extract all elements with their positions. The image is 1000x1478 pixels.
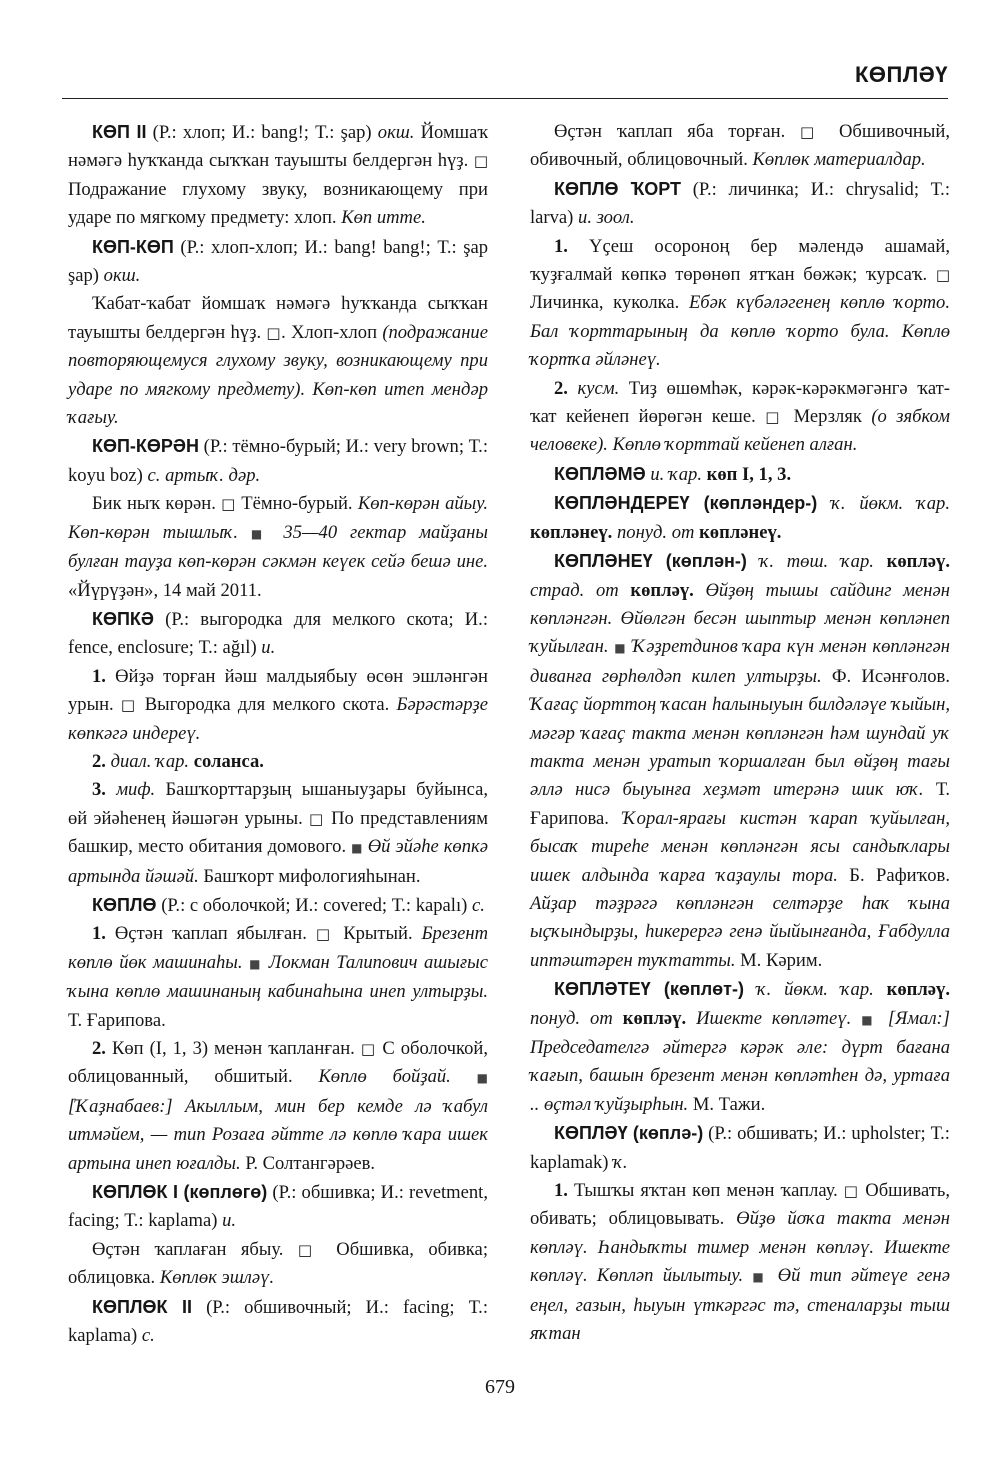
translation-marker-icon: □ — [221, 495, 236, 514]
sense-number: 1. — [554, 235, 568, 257]
entry-text: Крытый. — [334, 923, 422, 945]
headword: КӨПЛӨК I (көплөгө) — [92, 1182, 268, 1203]
grammar-label: с. артыҡ. дәр. — [147, 464, 261, 486]
entry-text: Көп (I, 1, 3) менән ҡапланған. — [105, 1038, 361, 1059]
entry-text: (Р.: выгородка для мелкого скота; И.: fence, enclosure; Т.: ağıl) — [68, 608, 488, 659]
entry-text: Тёмно-бурый. — [236, 493, 358, 515]
cross-reference: соланса. — [193, 750, 264, 772]
grammar-label: окш. — [103, 265, 141, 287]
entry-text: . Хлоп-хлоп — [281, 321, 383, 343]
sense-number: 2. — [92, 750, 106, 772]
grammar-label: кусм. — [577, 377, 620, 399]
grammar-label: с. — [141, 1325, 155, 1347]
translation-marker-icon: □ — [315, 925, 335, 944]
example-text: Брезент көплө йөк машинаһы. — [68, 923, 488, 973]
entry-text: (Р.: с оболочкой; И.: covered; Т.: kapalı) — [156, 894, 472, 916]
headword: КӨПЛӨ ҠОРТ — [554, 178, 682, 199]
dictionary-entry — [68, 891, 488, 920]
grammar-label: и. — [222, 1210, 237, 1232]
entry-text: Ф. Исәнғолов. — [821, 665, 950, 687]
dictionary-entry — [530, 489, 950, 547]
entry-text: Бик ныҡ көрән. — [92, 493, 222, 515]
dictionary-entry — [68, 1178, 488, 1236]
headword: КӨПЛӘНЕҮ (көплән-) — [554, 551, 747, 572]
entry-text: С оболочкой, облицованный, обшитый. — [68, 1038, 488, 1088]
entry-text — [619, 580, 631, 601]
entry-text: Обшивка, обивка; облицовка. — [68, 1238, 488, 1289]
entry-text: (Р.: хлоп-хлоп; И.: bang! bang!; Т.: şap şap) — [68, 236, 488, 287]
cross-reference: көпләү. — [886, 551, 950, 573]
entry-text: «Йүрүҙән», 14 май 2011. — [68, 579, 262, 601]
example-text: Көплөк материалдар. — [752, 149, 926, 171]
dictionary-entry — [530, 233, 950, 375]
citation-marker-icon: ■ — [250, 526, 271, 541]
entry-text — [817, 493, 831, 514]
citation-marker-icon: ■ — [614, 641, 627, 656]
headword: КӨПЛӘҮ (көплә-) — [554, 1123, 704, 1144]
citation-marker-icon: ■ — [752, 1270, 769, 1285]
headword: КӨПКӘ — [92, 608, 154, 629]
sense-number: 1. — [92, 923, 106, 945]
entry-text: Өҫтән ҡаплап ябылған. — [105, 923, 316, 945]
sense-number: 3. — [92, 779, 106, 801]
grammar-label: понуд. от — [616, 521, 695, 543]
dictionary-entry — [68, 605, 488, 663]
grammar-label: ҡ. — [613, 1151, 628, 1173]
dictionary-entry — [68, 1293, 488, 1351]
entry-text: Йомшаҡ нәмәгә һуҡҡанда сыҡҡан тауышты белдергән һүҙ. — [68, 122, 488, 172]
grammar-label: ҡ. төш. ҡар. — [759, 551, 874, 573]
entry-text: Өҫтән ҡаплап яба торған. — [554, 121, 800, 142]
dictionary-entry — [530, 460, 950, 489]
entry-text — [106, 779, 116, 800]
example-text: Ебәк күбәләгенең көплө ҡорто. Бал ҡорттарының да көплө ҡорто була. Көплө ҡортҡа әйләнеү. — [530, 292, 951, 371]
cross-reference: көп I, 1, 3. — [706, 463, 792, 485]
entry-text: Обшивать, обивать; облицовывать. — [530, 1180, 950, 1230]
page-number: 679 — [485, 1376, 515, 1398]
translation-marker-icon: □ — [473, 152, 488, 171]
dictionary-entry — [530, 975, 950, 1119]
entry-text: М. Кәрим. — [735, 949, 823, 971]
entry-text: Тышҡы яҡтан көп менән ҡаплау. — [567, 1180, 844, 1202]
entry-text: Ҡабат-ҡабат йомшаҡ нәмәгә һуҡҡанда сыҡҡан тауышты белдергән һүҙ. — [68, 293, 488, 343]
grammar-label: ҡ. йөкм. ҡар. — [756, 979, 874, 1001]
sense-number: 1. — [92, 665, 106, 687]
translation-marker-icon: □ — [297, 1240, 322, 1259]
header-rule — [62, 98, 948, 99]
example-text: Өйҙө йоҡа такта менән көпләү. Һандыҡты тимер менән көпләү. Ишекте көпләү. Көпләп йылытыу. — [530, 1208, 950, 1287]
headword: КӨПЛӘНДЕРЕҮ (көпләндер-) — [554, 493, 818, 514]
example-text: Көп итте. — [341, 207, 426, 229]
grammar-label: окш. — [377, 122, 415, 143]
headword: КӨПЛӨ — [92, 894, 157, 915]
entry-text: Өйҙә торған йәш малдыябыу өсөн эшләнгән урын. — [68, 665, 488, 716]
example-text: [Ҡаҙнабаев:] Акыллым, мин бер кемде лә ҡабул итмәйем, — тип Розаға әйтте лә көплө ҡара ишек артына инеп юғалды. — [68, 1095, 488, 1174]
dictionary-entry — [530, 1177, 950, 1348]
example-text: Көплөк эшләү. — [159, 1267, 275, 1289]
entry-text: (Р.: обшивочный; И.: facing; Т.: kaplama) — [68, 1296, 488, 1347]
dictionary-entry — [530, 175, 950, 233]
translation-marker-icon: □ — [799, 123, 825, 141]
example-text: Локман Талипович ашығыс ҡына көплө машинаның кабинаһына инеп ултырҙы. — [68, 951, 488, 1003]
entry-text — [694, 580, 706, 601]
dictionary-entry — [68, 432, 488, 490]
cross-reference: көпләнеү. — [699, 521, 782, 543]
headword: КӨПЛӘМӘ — [554, 463, 646, 484]
dictionary-entry — [68, 920, 488, 1035]
entry-text: Үҫеш осороноң бер мәлендә ашамай, ҡуҙғалмай көпкә төрөнөп ятҡан бөжәк; ҡурсаҡ. — [530, 235, 950, 286]
cross-reference: көпләү. — [622, 1007, 687, 1029]
entry-text: Обшивочный, обивочный, облицовочный. — [530, 121, 950, 171]
entry-text: Подражание глухому звуку, возникающему при ударе по мягкому предмету: хлоп. — [68, 178, 488, 229]
example-text: Көплө бойҙай. — [318, 1066, 477, 1088]
entry-text: (Р.: обшивка; И.: revetment, facing; Т.: kaplama) — [68, 1182, 488, 1232]
headword: КӨП-КӨРӘН — [92, 436, 199, 457]
entry-text: М. Тажи. — [688, 1093, 766, 1115]
entry-text: Выгородка для мелкого скота. — [137, 694, 397, 716]
headword: КӨП II — [92, 122, 147, 142]
dictionary-entry — [68, 490, 488, 605]
entry-text: Башҡорт мифологияһынан. — [198, 865, 421, 887]
grammar-label: и. — [261, 637, 276, 659]
entry-text: Личинка, куколка. — [530, 292, 689, 314]
entry-text: (Р.: хлоп; И.: bang!; Т.: şap) — [146, 122, 378, 143]
entry-text: (Р.: тёмно-бурый; И.: very brown; Т.: koyu boz) — [68, 436, 488, 486]
translation-marker-icon: □ — [935, 266, 950, 285]
entry-text — [747, 551, 760, 572]
headword: КӨПЛӨК II — [92, 1296, 192, 1317]
entry-text — [613, 1008, 623, 1029]
headword: КӨП-КӨП — [92, 236, 174, 257]
grammar-label: понуд. от — [530, 1007, 613, 1029]
running-header: КӨПЛӘҮ — [855, 62, 948, 87]
right-column — [530, 118, 950, 1348]
citation-marker-icon: ■ — [351, 841, 363, 856]
sense-number: 1. — [554, 1180, 568, 1202]
grammar-label: ҡ. йөкм. ҡар. — [831, 493, 950, 515]
citation-marker-icon: ■ — [476, 1071, 488, 1086]
left-column — [68, 118, 488, 1350]
example-text: (о зябком человеке). Көплө ҡорттай кейенеп алған. — [530, 406, 950, 456]
dictionary-entry — [68, 776, 488, 891]
dictionary-entry — [68, 1035, 488, 1178]
headword: КӨПЛӘТЕҮ (көплөт-) — [554, 979, 744, 1000]
entry-text — [874, 979, 887, 1000]
example-text: Ҡағаҫ йорттоң ҡасан һалыныуын билдәләүе ҡыйын, мәгәр ҡағаҫ такта менән көпләнгән һәм шундай уҡ такта менән уратып ҡоршалған был өйҙөң тағы әллә нисә быуынға хеҙмәт итерәнә шик юҡ. — [530, 694, 950, 801]
entry-text: Т. Ғарипова. — [530, 779, 951, 829]
entry-text: Башҡорттарҙың ышаныуҙары буйынса, өй эйәһенең йәшәгән урыны. — [68, 779, 488, 829]
example-text: (подражание повторяющемуся глухому звуку, возникающему при ударе по мягкому предмету). Көп-көп итеп мендәр ҡағыу. — [68, 321, 488, 429]
example-text: Айҙар тәҙрәгә көпләнгән селтәрҙе һаҡ ҡына ыҫҡындырҙы, һикерергә генә йыйынғанда, Ғабдулла иптәштәрен туҡтатты. — [530, 892, 950, 971]
translation-marker-icon: □ — [120, 696, 138, 715]
entry-text: Б. Рафиҡов. — [837, 864, 950, 886]
entry-text — [874, 551, 887, 572]
dictionary-entry — [68, 748, 488, 776]
entry-text: (Р.: обшивать; И.: upholster; Т.: kaplamak) — [530, 1123, 950, 1173]
example-text: Өйҙөң тышы сайдинг менән көпләнгән. Өйөлгән бесән шыптыр менән көпләнеп ҡуйылған. — [530, 579, 951, 658]
citation-marker-icon: ■ — [861, 1012, 878, 1027]
translation-marker-icon: □ — [843, 1182, 860, 1201]
dictionary-entry — [530, 118, 950, 175]
example-text: Ҡорал-ярағы кистән ҡарап ҡуйылған, бысаҡ тиреһе менән көпләнгән ясы сандыҡлары ишек алдында ҡарға ҡаҙаулы тора. — [530, 807, 950, 886]
translation-marker-icon: □ — [360, 1040, 377, 1058]
example-text: Көп-көрән айыу. Көп-көрән тышлыҡ. — [68, 493, 488, 543]
translation-marker-icon: □ — [765, 408, 785, 427]
example-text: Өй тип әйтеүе генә еңел, газын, һыуын үткәргәс тә, стеналарҙы тыш яҡтан — [530, 1265, 951, 1345]
dictionary-entry — [530, 547, 950, 975]
entry-text: Мерзляк — [784, 406, 872, 428]
example-text: Ишекте көпләтеү. — [696, 1007, 862, 1029]
grammar-label: диал. ҡар. — [110, 750, 190, 772]
dictionary-entry — [68, 118, 488, 233]
example-text: [Ямал:] Председателгә әйтергә кәрәк әле: дүрт бағана ҡағып, башын брезент менән көпләтһен дә, уртаға .. өҫтәл ҡуйҙырһын. — [530, 1007, 950, 1115]
grammar-label: с. — [471, 894, 485, 916]
translation-marker-icon: □ — [309, 809, 325, 828]
entry-text: Өҫтән ҡаплаған ябыу. — [92, 1238, 298, 1260]
example-text: Өй эйәһе көпкә артында йәшәй. — [68, 836, 488, 887]
cross-reference: көпләү. — [630, 579, 694, 601]
sense-number: 2. — [554, 377, 568, 399]
entry-text: Тиҙ өшөмһәк, кәрәк-кәрәкмәгәнгә ҡат-ҡат кейенеп йөрөгән кеше. — [530, 377, 950, 428]
entry-text: (Р.: личинка; И.: chrysalid; Т.: larva) — [530, 178, 950, 229]
grammar-label: миф. — [116, 779, 156, 801]
example-text: 35—40 гектар майҙаны булған тауҙа көп-көрән сәкмән кеүек сейә бешә ине. — [68, 521, 488, 573]
entry-text: По представлениям башкир, место обитания домового. — [68, 807, 488, 858]
entry-text — [568, 378, 578, 399]
grammar-label: и. ҡар. — [650, 463, 702, 485]
entry-text — [744, 979, 757, 1000]
sense-number: 2. — [92, 1038, 106, 1059]
dictionary-entry — [68, 663, 488, 748]
example-text: Бәрәстәрҙе көпкәгә индереү. — [68, 694, 488, 744]
dictionary-entry — [530, 1119, 950, 1177]
translation-marker-icon: □ — [266, 323, 282, 342]
citation-marker-icon: ■ — [249, 956, 263, 971]
cross-reference: көпләнеү. — [530, 521, 613, 543]
entry-text: Т. Ғарипова. — [68, 1009, 166, 1031]
grammar-label: и. зоол. — [578, 207, 635, 229]
entry-text — [686, 1008, 696, 1029]
dictionary-entry — [68, 290, 488, 432]
grammar-label: страд. от — [530, 579, 619, 601]
dictionary-entry — [68, 233, 488, 291]
cross-reference: көпләү. — [886, 979, 950, 1001]
entry-text: Р. Солтангәрәев. — [240, 1152, 376, 1174]
dictionary-entry — [530, 375, 950, 460]
dictionary-entry — [68, 1236, 488, 1293]
example-text: Ҡәҙретдинов ҡара күн менән көпләнгән диванға гөрһөлдәп килеп ултырҙы. — [530, 636, 950, 687]
